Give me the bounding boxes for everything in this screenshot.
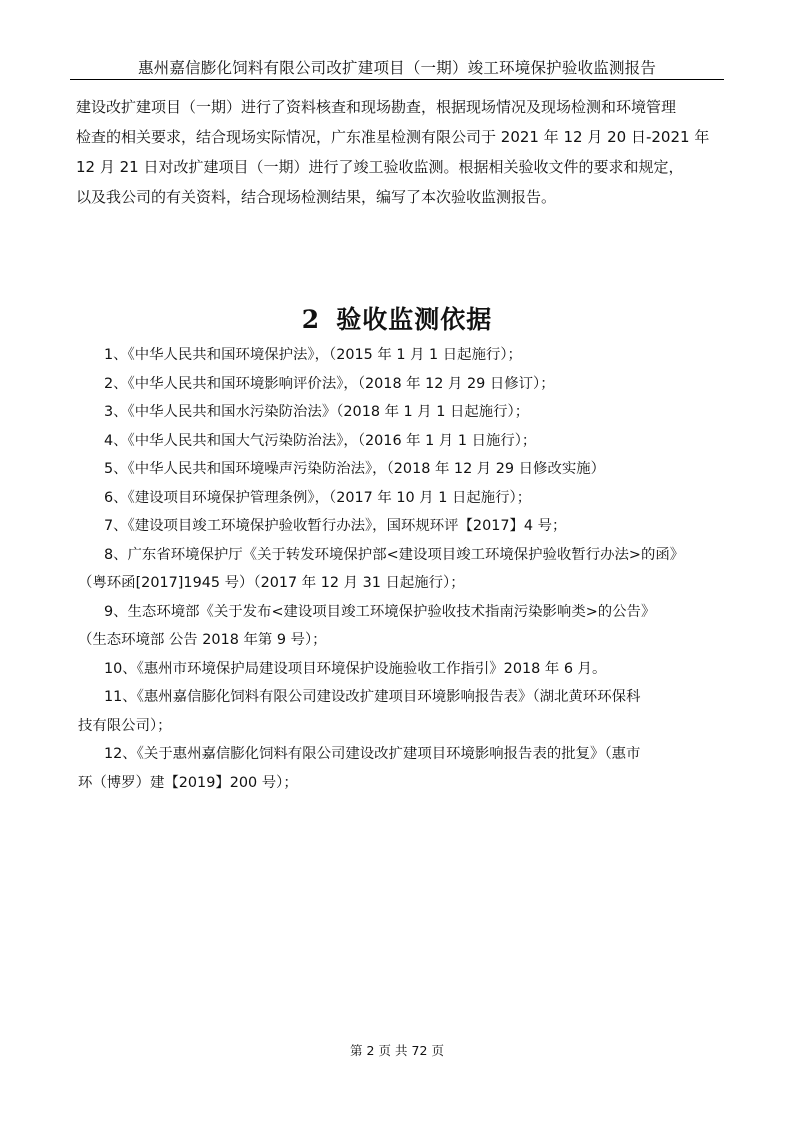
intro-line: 12 月 21 日对改扩建项目（一期）进行了竣工验收监测。根据相关验收文件的要求和规定， <box>76 158 684 176</box>
section-heading <box>0 300 794 336</box>
section-title: 验收监测依据 <box>336 305 493 334</box>
reference-item: 6、《建设项目环境保护管理条例》，（2017 年 10 月 1 日起施行）； <box>104 489 532 506</box>
reference-item: 7、《建设项目竣工环境保护验收暂行办法》，国环规环评【2017】4 号； <box>104 518 567 534</box>
reference-item: 10、《惠州市环境保护局建设项目环境保护设施验收工作指引》2018 年 6 月。 <box>104 660 607 677</box>
reference-item: 9、生态环境部《关于发布<建设项目竣工环境保护验收技术指南污染影响类>的公告》 <box>104 603 656 620</box>
header-divider <box>70 79 724 80</box>
total-pages: 72 <box>411 1043 428 1058</box>
page-number: 2 <box>366 1043 375 1058</box>
reference-item-continuation: 环（博罗）建【2019】200 号）； <box>78 774 298 791</box>
intro-paragraph <box>76 92 726 212</box>
running-header: 惠州嘉信膨化饲料有限公司改扩建项目（一期）竣工环境保护验收监测报告 <box>137 59 657 77</box>
reference-item: 3、《中华人民共和国水污染防治法》（2018 年 1 月 1 日起施行）； <box>104 404 530 420</box>
page-unit: 页 <box>378 1043 392 1058</box>
reference-item: 4、《中华人民共和国大气污染防治法》，（2016 年 1 月 1 日施行）； <box>104 432 537 449</box>
intro-line: 检查的相关要求，结合现场实际情况，广东准星检测有限公司于 2021 年 12 月 20 日-2021 年 <box>76 128 710 146</box>
reference-item: 1、《中华人民共和国环境保护法》，（2015 年 1 月 1 日起施行）； <box>104 347 522 363</box>
intro-line: 建设改扩建项目（一期）进行了资料核查和现场勘查，根据现场情况及现场检测和环境管理 <box>76 98 677 116</box>
page-footer <box>0 1041 794 1059</box>
total-label: 共 <box>395 1043 408 1058</box>
reference-item-continuation: 技有限公司）； <box>78 717 172 734</box>
reference-item-continuation: （生态环境部 公告 2018 年第 9 号）； <box>78 632 327 648</box>
intro-line: 以及我公司的有关资料，结合现场检测结果，编写了本次验收监测报告。 <box>76 188 557 206</box>
reference-item: 8、广东省环境保护厅《关于转发环境保护部<建设项目竣工环境保护验收暂行办法>的函》 <box>104 546 685 563</box>
section-number: 2 <box>301 305 321 334</box>
reference-item-continuation: （粤环函[2017]1945 号）（2017 年 12 月 31 日起施行）； <box>78 575 465 591</box>
reference-item: 2、《中华人民共和国环境影响评价法》，（2018 年 12 月 29 日修订）； <box>104 375 555 392</box>
reference-list <box>74 341 726 797</box>
page-label: 第 <box>350 1043 363 1058</box>
reference-item: 12、《关于惠州嘉信膨化饲料有限公司建设改扩建项目环境影响报告表的批复》（惠市 <box>104 746 641 762</box>
total-unit: 页 <box>431 1043 444 1058</box>
reference-item: 11、《惠州嘉信膨化饲料有限公司建设改扩建项目环境影响报告表》（湖北黄环环保科 <box>104 689 641 705</box>
reference-item: 5、《中华人民共和国环境噪声污染防治法》，（2018 年 12 月 29 日修改实施） <box>104 461 606 477</box>
